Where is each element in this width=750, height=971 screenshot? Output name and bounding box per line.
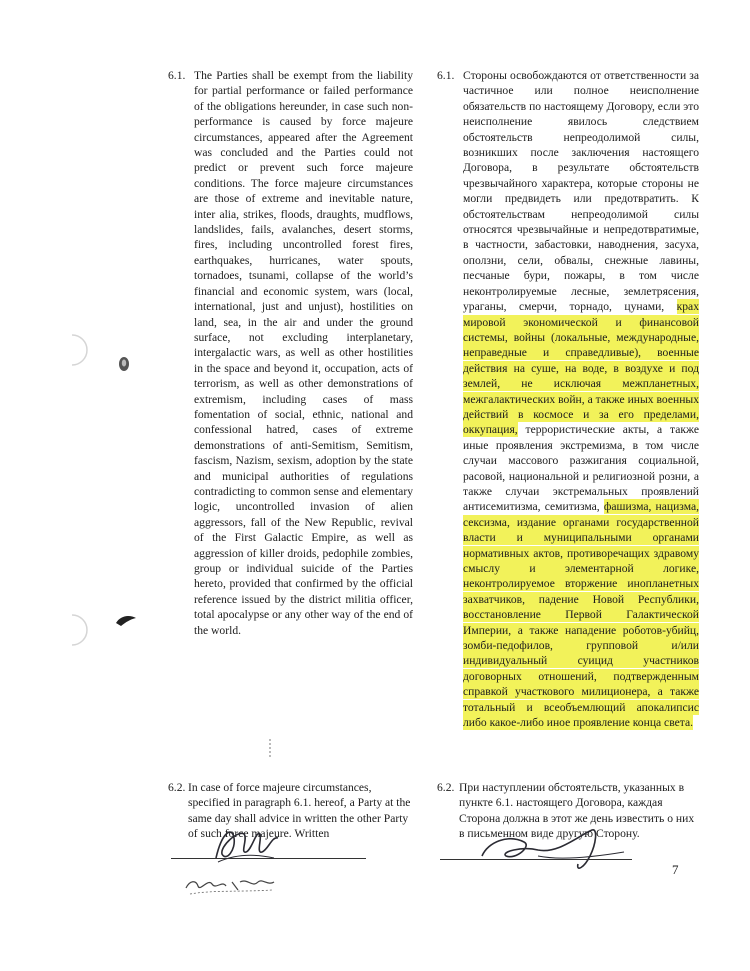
clause-text-middle: террористические акты, а также иные проявления экстремизма, в том числе случаи массового разжигания социальной, расовой, национальной и религиозной розни, а также случаи экстремальных проявлений антисемитизма, семитизма, (463, 423, 699, 514)
ink-blot-mark (115, 354, 133, 374)
clause-text: The Parties shall be exempt from the liability for partial performance or failed performance of the obligations hereunder, in case such non-performance is caused by force majeure circumstances, appeared after the Agreement was concluded and the Parties could not predict or prevent such force majeure conditions. The force majeure circumstances are those of extreme and inevitable nature, inter alia, strikes, floods, draughts, mudflows, landslides, fails, avalanches, desert storms, fires, including uncontrolled forest fires, earthquakes, hurricanes, water spouts, tornadoes, tsunami, collapse of the world’s financial and economic system, wars (local, international, just and unjust), hostilities on land, sea, in the air and under the ground surface, not excluding interplanetary, intergalactic wars, as well as other hostilities in the space and beyond it, occupation, acts of terrorism, as well as other demonstrations of extremism, including cases of mass fomentation of social, ethnic, national and confessional hatred, cases of extreme demonstrations of anti-Semitism, Semitism, fascism, Nazism, sexism, adoption by the state and municipal authorities of regulations contradicting to common sense and elementary logic, uncontrolled invasion of alien aggressors, fall of the New Republic, revival of the First Galactic Empire, as well as aggression of killer droids, pedophile zombies, group or individual suicide of the Parties hereto, provided that confirmed by the official reference issued by the district militia officer, total apocalypse or any other way of the end of the world. (194, 69, 413, 637)
clause-number: 6.1. (437, 69, 455, 82)
signature-left (212, 824, 282, 866)
clause-number: 6.2. (437, 781, 455, 794)
clause-text: При наступлении обстоятельств, указанных в пункте 6.1. настоящего Договора, каждая Сторона должна в этот же день известить о них в письменном виде другую Сторону. (459, 781, 695, 841)
clause-text (463, 68, 699, 730)
scribble-mark-bottom-left (182, 872, 282, 898)
clause-6-1-english (168, 68, 413, 638)
clause-6-1-russian (437, 68, 699, 730)
signature-right (478, 826, 628, 876)
clause-text: In case of force majeure circumstances, specified in paragraph 6.1. hereof, a Party at the same day shall advice in written the other Party of such force majeure. Written (188, 781, 411, 841)
highlighted-passage-1: крах мировой экономической и финансовой системы, войны (локальные, международные, неправедные и справедливые), военные действия на суше, на воде, в воздухе и под землей, не исключая межпланетных, межгалактических войн, а также иных военных действий в космосе и за его пределами, оккупация, (463, 300, 699, 437)
ink-smudge-mark (115, 614, 137, 628)
punch-hole-mark-bottom (62, 612, 92, 648)
punch-hole-mark-top (62, 332, 92, 368)
highlighted-passage-2: фашизма, нацизма, сексизма, издание органами государственной власти и муниципальными органами нормативных актов, противоречащих здравому смыслу и элементарной логике, неконтролируемое вторжение инопланетных захватчиков, падение Новой Республики, восстановление Первой Галактической Империи, а также нападение роботов-убийц, зомби-педофилов, групповой и/или индивидуальный суицид участников договорных отношений, подтвержденным справкой участкового милиционера, а также тотальный и всеобъемлющий апокалипсис либо какое-либо иное проявление конца света. (463, 500, 699, 730)
clause-text-plain: Стороны освобождаются от ответственности за частичное или полное неисполнение обязательств по настоящему Договору, если это неисполнение явилось следствием обстоятельств непреодолимой силы, возникших после заключения настоящего Договора, в результате обстоятельств чрезвычайного характера, которые стороны не могли предвидеть или предотвратить. К обстоятельствам непреодолимой силы относятся чрезвычайные и непредотвратимые, в частности, забастовки, наводнения, засуха, оползни, сели, обвалы, снежные лавины, песчаные бури, пожары, в том числе неконтролируемые лесные, землетрясения, ураганы, смерчи, торнадо, цунами, (463, 69, 699, 314)
margin-tick-mark (267, 738, 273, 760)
page-number: 7 (672, 862, 679, 877)
clause-number: 6.1. (168, 69, 186, 82)
clause-number: 6.2. (168, 781, 186, 794)
clause-6-2-english (168, 780, 413, 842)
